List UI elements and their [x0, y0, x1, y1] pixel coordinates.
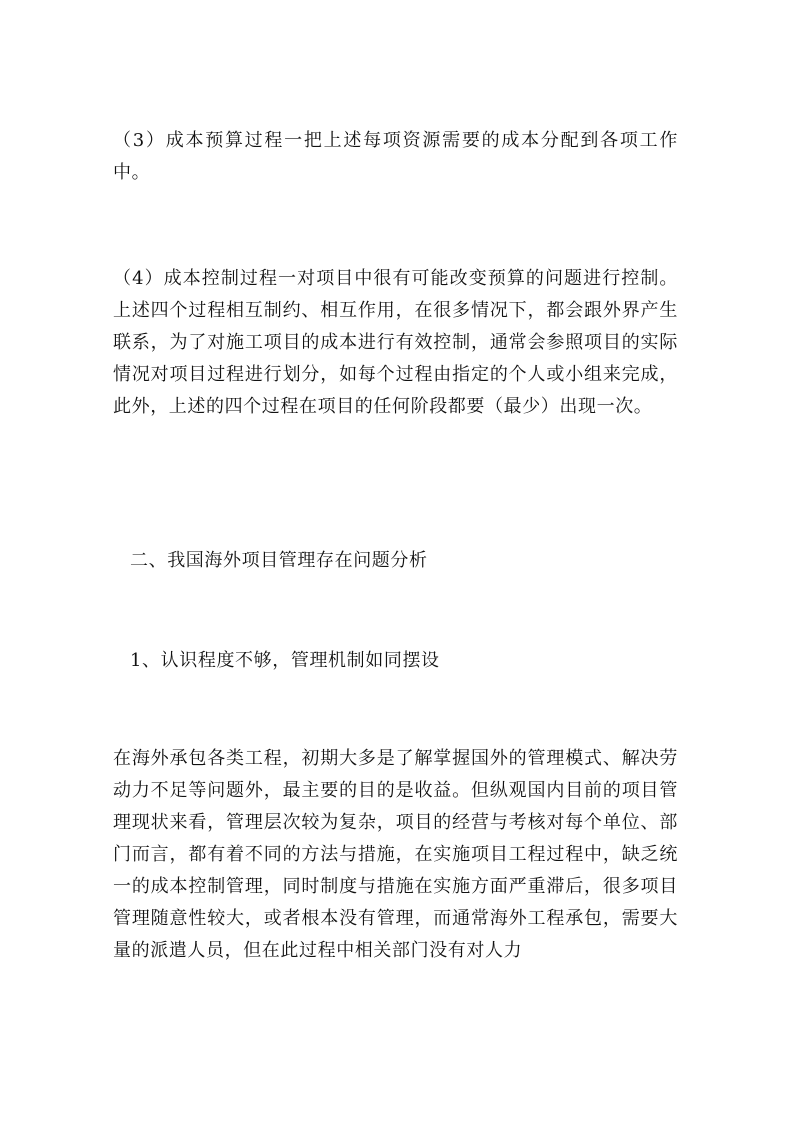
section-heading: 二、我国海外项目管理存在问题分析 — [130, 550, 428, 571]
paragraph-cost-budgeting: （3）成本预算过程一把上述每项资源需要的成本分配到各项工作中。 — [113, 130, 678, 183]
paragraph-cost-control: （4）成本控制过程一对项目中很有可能改变预算的问题进行控制。上述四个过程相互制约、相互作用，在很多情况下，都会跟外界产生联系，为了对施工项目的成本进行有效控制，通常会参照项目的实际情况对项目过程进行划分，如每个过程由指定的个人或小组来完成，此外，上述的四个过程在项目的任何阶段都要（最少）出现一次。 — [113, 268, 678, 417]
subsection-heading: 1、认识程度不够，管理机制如同摆设 — [130, 650, 440, 671]
paragraph-overseas-contracting: 在海外承包各类工程，初期大多是了解掌握国外的管理模式、解决劳动力不足等问题外，最主要的目的是收益。但纵观国内目前的项目管理现状来看，管理层次较为复杂，项目的经营与考核对每个单位、部门而言，都有着不同的方法与措施，在实施项目工程过程中，缺乏统一的成本控制管理，同时制度与措施在实施方面严重滞后，很多项目管理随意性较大，或者根本没有管理，而通常海外工程承包，需要大量的派遣人员，但在此过程中相关部门没有对人力 — [113, 748, 678, 961]
